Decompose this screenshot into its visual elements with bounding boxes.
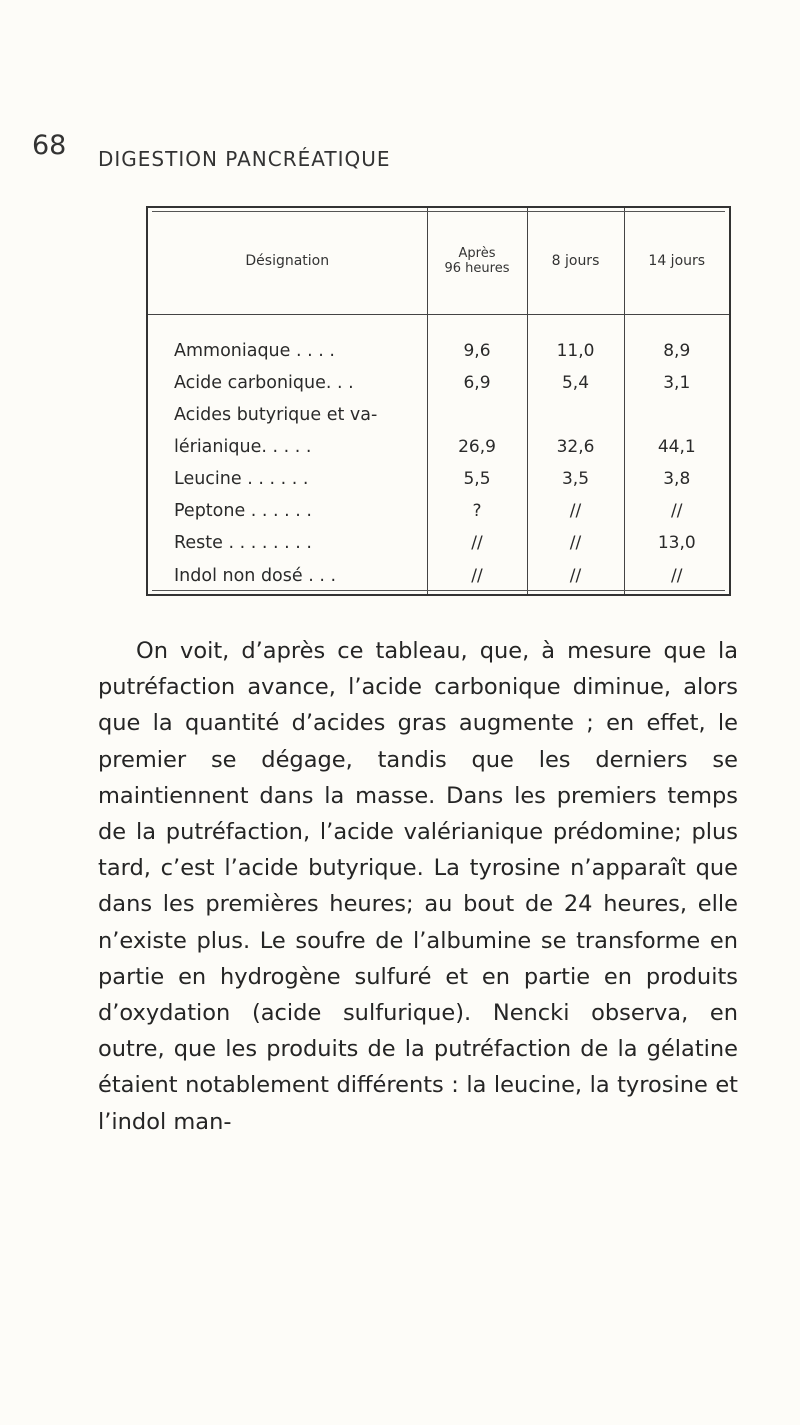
cell-8d: //: [527, 553, 624, 594]
header-designation: Désignation: [148, 208, 427, 315]
cell-8d: //: [527, 521, 624, 553]
cell-8d: 5,4: [527, 361, 624, 393]
header-14-days: 14 jours: [624, 208, 729, 315]
row-label: Acide carbonique. . .: [174, 372, 354, 393]
table-row: [148, 425, 729, 457]
row-label: Acides butyrique et va-: [174, 404, 378, 425]
table-row: [148, 521, 729, 553]
header-8-days: 8 jours: [527, 208, 624, 315]
cell-8d: 11,0: [527, 315, 624, 361]
cell-8d: [527, 393, 624, 425]
cell-96h: 9,6: [427, 315, 527, 361]
row-label: Ammoniaque . . . .: [174, 340, 335, 361]
cell-14d: 8,9: [624, 315, 729, 361]
table-row: [148, 315, 729, 361]
results-table: [146, 206, 731, 596]
cell-14d: 3,1: [624, 361, 729, 393]
cell-96h: 6,9: [427, 361, 527, 393]
table-row: [148, 489, 729, 521]
cell-8d: 3,5: [527, 457, 624, 489]
header-96-hours-line2: 96 heures: [444, 261, 510, 276]
cell-8d: //: [527, 489, 624, 521]
table-header-row: [148, 208, 729, 315]
page-number: 68: [32, 130, 67, 161]
body-text: [98, 633, 738, 1140]
row-label: Reste . . . . . . . .: [174, 532, 312, 553]
cell-96h: //: [427, 521, 527, 553]
cell-14d: 3,8: [624, 457, 729, 489]
cell-96h: ?: [427, 489, 527, 521]
running-head: DIGESTION PANCRÉATIQUE: [98, 147, 391, 171]
header-96-hours-line1: Après: [458, 246, 496, 261]
cell-96h: 5,5: [427, 457, 527, 489]
row-label: Leucine . . . . . .: [174, 468, 309, 489]
table-row: [148, 457, 729, 489]
cell-96h: [427, 393, 527, 425]
cell-14d: 44,1: [624, 425, 729, 457]
row-label: Indol non dosé . . .: [174, 566, 337, 586]
row-label: lérianique. . . . .: [174, 436, 312, 457]
cell-14d: //: [624, 553, 729, 594]
cell-14d: 13,0: [624, 521, 729, 553]
table-row: [148, 553, 729, 594]
body-paragraph: On voit, d’après ce tableau, que, à mesure que la putréfaction avance, l’acide carbonique diminue, alors que la quantité d’acides gras augmente ; en effet, le premier se dégage, tandis que les derniers se maintiennent dans la masse. Dans les premiers temps de la putréfaction, l’acide valérianique prédomine; plus tard, c’est l’acide butyrique. La tyrosine n’apparaît que dans les premières heures; au bout de 24 heures, elle n’existe plus. Le soufre de l’albumine se transforme en partie en hydrogène sulfuré et en partie en produits d’oxydation (acide sulfurique). Nencki observa, en outre, que les produits de la putréfaction de la gélatine étaient notablement différents : la leucine, la tyrosine et l’indol man-: [98, 638, 738, 1135]
cell-14d: //: [624, 489, 729, 521]
cell-14d: [624, 393, 729, 425]
header-96-hours: [427, 208, 527, 315]
cell-8d: 32,6: [527, 425, 624, 457]
table-row: [148, 361, 729, 393]
cell-96h: //: [427, 553, 527, 594]
row-label: Peptone . . . . . .: [174, 500, 312, 521]
cell-96h: 26,9: [427, 425, 527, 457]
table-row: [148, 393, 729, 425]
